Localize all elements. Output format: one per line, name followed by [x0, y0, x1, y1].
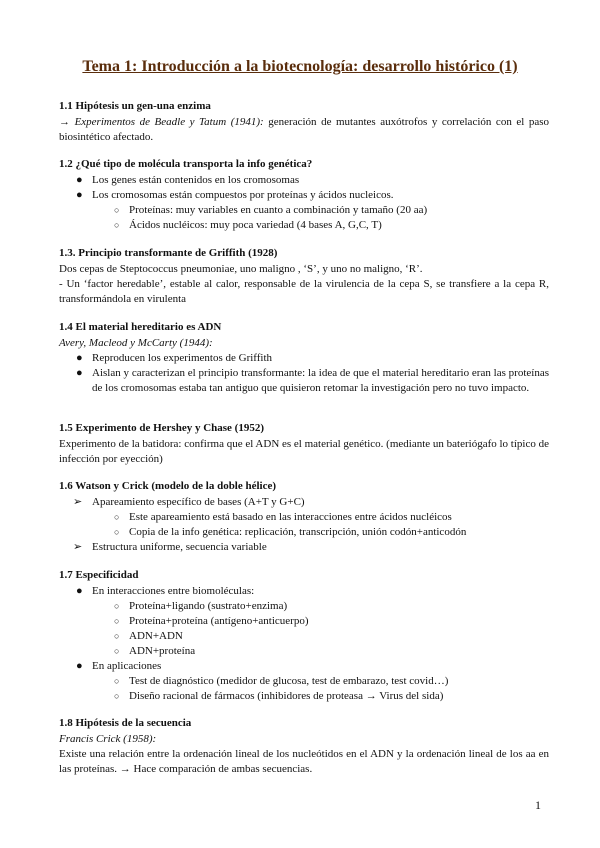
list-item: [59, 629, 549, 644]
list-item-text: Test de diagnóstico (medidor de glucosa, test de embarazo, test covid…): [129, 675, 449, 687]
bullet-icon: ●: [76, 660, 83, 672]
circle-bullet-icon: ○: [114, 512, 120, 522]
list-item-text: Estructura uniforme, secuencia variable: [92, 541, 267, 553]
page-title: Tema 1: Introducción a la biotecnología: desarrollo histórico (1): [82, 58, 518, 75]
section-heading: 1.7 Especificidad: [59, 569, 139, 581]
section-text: Dos cepas de Steptococcus pneumoniae, uno maligno , ‘S’, y uno no maligno, ‘R’.: [59, 263, 423, 275]
list-item: [59, 674, 549, 689]
list-item-text: Apareamiento específico de bases (A+T y G+C): [92, 496, 305, 508]
list-item-text: Aislan y caracterizan el principio transformante: la idea de que el material hereditario eran las proteínas de los cromosomas estaba tan antiguo que quisieron retomar la investigación pero no tuvo impacto.: [92, 367, 549, 394]
arrow-glyph: →: [59, 116, 70, 128]
list-item: [59, 173, 549, 188]
list-item: [59, 644, 549, 659]
list-item-text: Los genes están contenidos en los cromosomas: [92, 174, 300, 186]
list-item: [59, 218, 549, 233]
list-item: [59, 366, 549, 396]
list-item: [59, 584, 549, 599]
section-1-5: [59, 421, 549, 467]
section-heading: 1.1 Hipótesis un gen-una enzima: [59, 100, 211, 112]
page-number: 1: [535, 798, 541, 812]
bullet-icon: ●: [76, 367, 83, 379]
sub-bullet-list: [59, 510, 549, 540]
list-item-text: Diseño racional de fármacos (inhibidores de proteasa → Virus del sida): [129, 690, 444, 702]
list-item: [59, 203, 549, 218]
bullet-list: [59, 540, 549, 555]
list-item: [59, 689, 549, 704]
section-1-6: [59, 479, 549, 555]
authors: Avery, Macleod y McCarty (1944):: [59, 337, 213, 349]
section-heading: 1.2 ¿Qué tipo de molécula transporta la info genética?: [59, 158, 313, 170]
list-item: [59, 188, 549, 203]
sub-bullet-list: [59, 674, 549, 704]
list-item-text: Proteína+proteína (antígeno+anticuerpo): [129, 615, 309, 627]
list-item: [59, 599, 549, 614]
arrow-bullet-icon: ➢: [73, 496, 83, 508]
circle-bullet-icon: ○: [114, 527, 120, 537]
section-1-8: [59, 716, 549, 777]
section-1-7: [59, 568, 549, 704]
authors: Francis Crick (1958):: [59, 733, 157, 745]
circle-bullet-icon: ○: [114, 631, 120, 641]
reference: Experimentos de Beadle y Tatum (1941):: [74, 116, 264, 128]
list-item: [59, 510, 549, 525]
list-item-text: Proteínas: muy variables en cuanto a combinación y tamaño (20 aa): [129, 204, 428, 216]
section-1-4: [59, 320, 549, 396]
section-text: - Un ‘factor heredable’, estable al calor, responsable de la virulencia de la cepa S, se transfiere a la cepa R, transformándola en virulenta: [59, 278, 549, 305]
section-text: Experimento de la batidora: confirma que el ADN es el material genético. (mediante un bateriógafo lo típico de infección por eyección): [59, 438, 549, 465]
bullet-icon: ●: [76, 189, 83, 201]
arrow-bullet-icon: ➢: [73, 541, 83, 553]
circle-bullet-icon: ○: [114, 616, 120, 626]
list-item-text: En aplicaciones: [92, 660, 162, 672]
bullet-icon: ●: [76, 352, 83, 364]
sub-bullet-list: [59, 203, 549, 233]
bullet-list: [59, 584, 549, 599]
section-1-2: [59, 157, 549, 233]
circle-bullet-icon: ○: [114, 205, 120, 215]
section-text: Existe una relación entre la ordenación lineal de los nucleótidos en el ADN y la ordenación lineal de los aa en las proteínas. → Hace comparación de ambas secuencias.: [59, 748, 549, 775]
circle-bullet-icon: ○: [114, 646, 120, 656]
section-heading: 1.3. Principio transformante de Griffith (1928): [59, 247, 278, 259]
list-item: [59, 614, 549, 629]
list-item-text: Proteína+ligando (sustrato+enzima): [129, 600, 288, 612]
list-item-text: Los cromosomas están compuestos por proteínas y ácidos nucleicos.: [92, 189, 394, 201]
bullet-list: [59, 173, 549, 203]
bullet-list: [59, 659, 549, 674]
bullet-icon: ●: [76, 585, 83, 597]
description: generación de mutantes auxótrofos y correlación con el paso biosintético afectado.: [59, 116, 550, 143]
section-heading: 1.4 El material hereditario es ADN: [59, 321, 222, 333]
list-item-text: Este apareamiento está basado en las interacciones entre ácidos nucléicos: [129, 511, 452, 523]
bullet-icon: ●: [76, 174, 83, 186]
list-item: [59, 351, 549, 366]
list-item-text: Ácidos nucléicos: muy poca variedad (4 bases A, G,C, T): [129, 219, 382, 231]
circle-bullet-icon: ○: [114, 676, 120, 686]
list-item-text: ADN+ADN: [129, 630, 183, 642]
sub-bullet-list: [59, 599, 549, 659]
bullet-list: [59, 351, 549, 396]
section-heading: 1.5 Experimento de Hershey y Chase (1952): [59, 422, 265, 434]
circle-bullet-icon: ○: [114, 691, 120, 701]
section-heading: 1.8 Hipótesis de la secuencia: [59, 717, 192, 729]
circle-bullet-icon: ○: [114, 601, 120, 611]
section-1-1: [59, 99, 549, 145]
list-item: [59, 525, 549, 540]
list-item: [59, 540, 549, 555]
list-item-text: En interacciones entre biomoléculas:: [92, 585, 255, 597]
list-item-text: ADN+proteína: [129, 645, 196, 657]
circle-bullet-icon: ○: [114, 220, 120, 230]
list-item-text: Copia de la info genética: replicación, transcripción, unión codón+anticodón: [129, 526, 467, 538]
list-item-text: Reproducen los experimentos de Griffith: [92, 352, 273, 364]
list-item: [59, 659, 549, 674]
section-heading: 1.6 Watson y Crick (modelo de la doble hélice): [59, 480, 277, 492]
section-1-3: [59, 246, 549, 307]
list-item: [59, 495, 549, 510]
bullet-list: [59, 495, 549, 510]
section-text: [59, 115, 549, 145]
